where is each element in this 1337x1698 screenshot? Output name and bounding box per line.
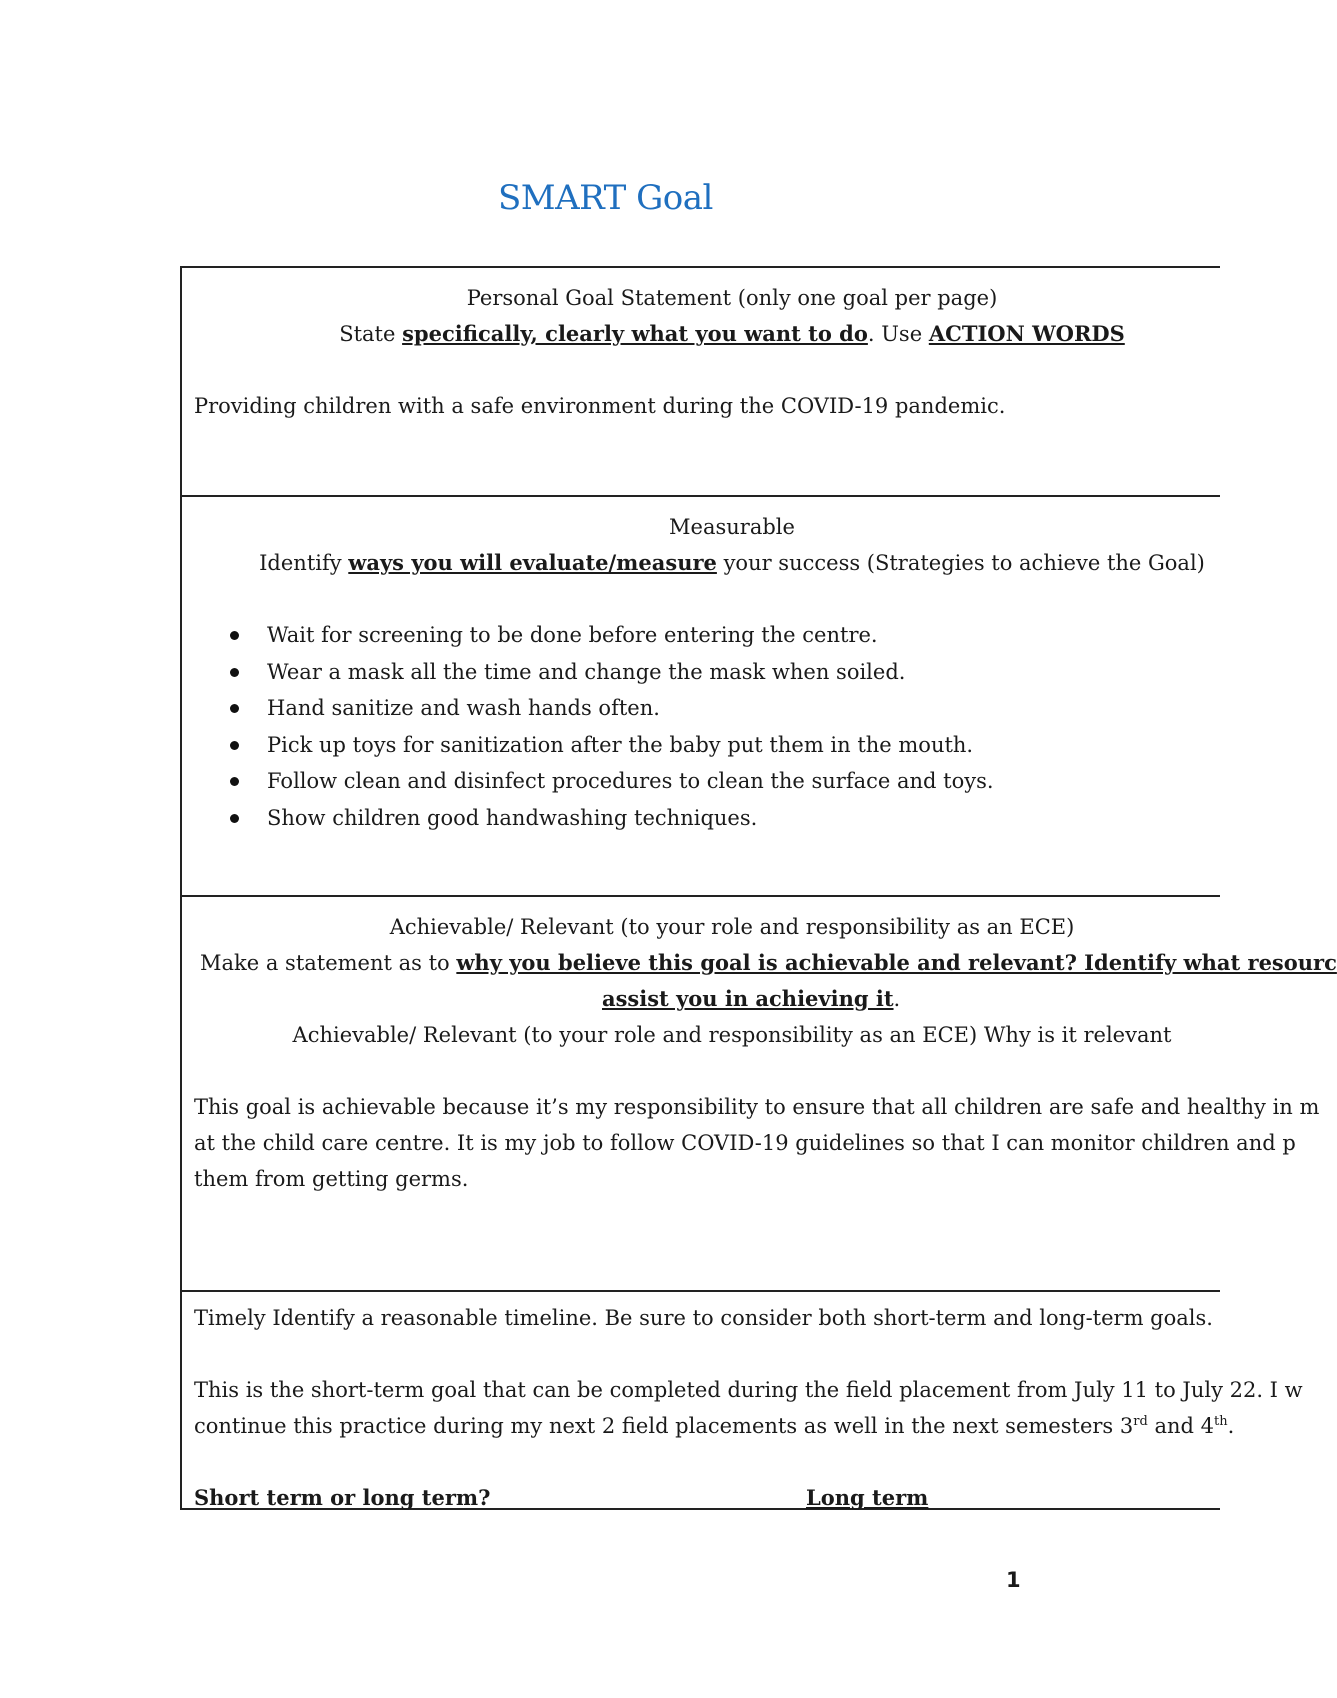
achievable-instruction bbox=[200, 945, 1337, 981]
bullet-icon bbox=[230, 668, 239, 677]
achievable-instruction-emphasis: why you believe this goal is achievable and relevant? Identify what resourc bbox=[456, 950, 1337, 975]
achievable-instruction-line2 bbox=[602, 981, 900, 1017]
specific-heading: Personal Goal Statement (only one goal per page) bbox=[466, 286, 998, 310]
list-item-text: Pick up toys for sanitization after the baby put them in the mouth. bbox=[267, 732, 974, 757]
achievable-subheading: Achievable/ Relevant (to your role and responsibility as an ECE) Why is it relevant bbox=[292, 1023, 1172, 1047]
section-specific bbox=[182, 268, 1220, 497]
specific-instruction-mid: . Use bbox=[867, 322, 929, 346]
list-item bbox=[182, 654, 994, 691]
page-number: 1 bbox=[1006, 1568, 1021, 1592]
smart-goal-table bbox=[180, 266, 1337, 1510]
list-item-text: Hand sanitize and wash hands often. bbox=[267, 696, 660, 720]
measurable-list bbox=[182, 617, 994, 836]
specific-instruction-emphasis: specifically, clearly what you want to do bbox=[402, 321, 868, 346]
specific-instruction-emphasis-2: ACTION WORDS bbox=[928, 321, 1125, 346]
ordinal-suffix: th bbox=[1213, 1414, 1228, 1429]
specific-instruction bbox=[182, 316, 1282, 352]
specific-answer: Providing children with a safe environment during the COVID-19 pandemic. bbox=[194, 394, 1006, 418]
bullet-icon bbox=[230, 777, 239, 786]
measurable-instruction bbox=[182, 545, 1282, 581]
list-item-text: Follow clean and disinfect procedures to clean the surface and toys. bbox=[267, 769, 994, 793]
timely-heading: Timely Identify a reasonable timeline. Be sure to consider both short-term and long-term goals. bbox=[194, 1306, 1213, 1330]
list-item bbox=[182, 763, 994, 800]
bullet-icon bbox=[230, 704, 239, 713]
timely-answer-line2-end: . bbox=[1227, 1414, 1235, 1438]
measurable-instruction-prefix: Identify bbox=[259, 551, 349, 575]
measurable-instruction-suffix: your success (Strategies to achieve the Goal) bbox=[716, 551, 1205, 575]
list-item bbox=[182, 690, 994, 727]
timely-answer-line2 bbox=[194, 1408, 1234, 1444]
achievable-instruction-emphasis-2: assist you in achieving it bbox=[602, 986, 894, 1011]
achievable-heading: Achievable/ Relevant (to your role and responsibility as an ECE) bbox=[389, 915, 1075, 939]
section-achievable bbox=[182, 897, 1337, 1292]
achievable-answer-line: them from getting germs. bbox=[194, 1167, 469, 1191]
timely-question: Short term or long term? bbox=[194, 1485, 491, 1510]
bullet-icon bbox=[230, 631, 239, 640]
timely-answer-line2-prefix: continue this practice during my next 2 field placements as well in the next semesters 3 bbox=[194, 1414, 1134, 1438]
list-item-text: Show children good handwashing techniques. bbox=[267, 805, 758, 830]
timely-answer-line1: This is the short-term goal that can be completed during the field placement from July 11 to July 22. I w bbox=[194, 1378, 1303, 1402]
list-item-text: Wear a mask all the time and change the mask when soiled. bbox=[267, 659, 906, 684]
bullet-icon bbox=[230, 741, 239, 750]
timely-answer-choice: Long term bbox=[806, 1485, 929, 1510]
measurable-instruction-emphasis: ways you will evaluate/measure bbox=[348, 550, 717, 575]
list-item bbox=[182, 800, 994, 837]
timely-answer-line2-mid: and 4 bbox=[1147, 1414, 1214, 1438]
achievable-answer-line: at the child care centre. It is my job to follow COVID-19 guidelines so that I can monitor children and p bbox=[194, 1131, 1296, 1155]
specific-instruction-prefix: State bbox=[339, 322, 403, 346]
achievable-answer-line: This goal is achievable because it’s my responsibility to ensure that all children are safe and healthy in m bbox=[194, 1095, 1320, 1119]
bullet-icon bbox=[230, 814, 239, 823]
list-item bbox=[182, 617, 994, 654]
achievable-instruction-prefix: Make a statement as to bbox=[200, 951, 457, 975]
measurable-heading: Measurable bbox=[669, 515, 795, 539]
page-title: SMART Goal bbox=[498, 178, 713, 218]
achievable-instruction-end: . bbox=[893, 987, 901, 1011]
list-item bbox=[182, 727, 994, 764]
section-timely bbox=[182, 1292, 1303, 1512]
ordinal-suffix: rd bbox=[1133, 1414, 1148, 1429]
section-measurable bbox=[182, 497, 1220, 897]
list-item-text: Wait for screening to be done before entering the centre. bbox=[267, 623, 878, 647]
